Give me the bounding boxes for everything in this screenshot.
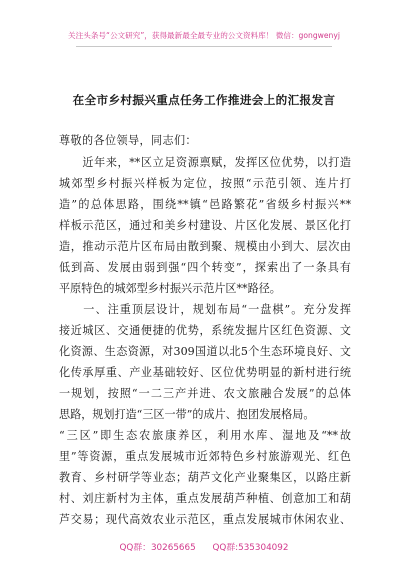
body-line: 低到高、发展由弱到强“四个转变”，探索出了一条具有 — [59, 261, 351, 274]
body-line: 一、注重顶层设计，规划布局“一盘棋”。充分发挥 — [59, 303, 351, 316]
body-line: 村、刘庄新村为主体，重点发展葫芦种植、创意加工和葫 — [59, 492, 351, 505]
body-line: 样板示范区，通过和美乡村建设、片区化发展、景区化打 — [59, 219, 351, 232]
document-title: 在全市乡村振兴重点任务工作推进会上的汇报发言 — [72, 93, 336, 107]
header-promo-text: 关注头条号“公文研究”，获得最新最全最专业的公文资料库！ 微信：gongwenyj — [68, 31, 340, 40]
body-line: 思路，规划打造“三区一带”的成片、抱团发展格局。 — [59, 408, 315, 421]
header-divider — [76, 46, 332, 47]
body-line: 造”的总体思路，围绕**镇“邑路繁花”省级乡村振兴** — [59, 198, 351, 211]
body-line: 平原特色的城郊型乡村振兴示范片区**路径。 — [59, 282, 281, 295]
body-line: 造，推动示范片区布局由散到聚、规模由小到大、层次由 — [59, 240, 351, 253]
footer-qq-groups: QQ群：30265665 QQ群:535304092 — [119, 543, 289, 553]
body-line: “三区”即生态农旅康养区，利用水库、湿地及“**故 — [59, 429, 351, 442]
body-line: 教育、乡村研学等业态；葫芦文化产业聚集区，以路庄新 — [59, 471, 351, 484]
body-line: 里”等资源，重点发展城市近郊特色乡村旅游观光、红色 — [59, 450, 351, 463]
body-line: 化资源、生态资源，对309国道以北5个生态环境良好、文 — [59, 345, 351, 358]
body-line: 一规划，按照“一二三产并进、农文旅融合发展”的总体 — [59, 387, 351, 400]
body-line: 接近城区、交通便捷的优势，系统发掘片区红色资源、文 — [59, 324, 351, 337]
body-line: 近年来，**区立足资源禀赋，发挥区位优势，以打造 — [59, 156, 351, 169]
body-line: 城郊型乡村振兴样板为定位，按照“示范引领、连片打 — [59, 177, 351, 190]
body-line: 芦交易；现代高效农业示范区，重点发展城市休闲农业、 — [59, 513, 351, 526]
salutation: 尊敬的各位领导，同志们： — [59, 134, 197, 147]
body-line: 化传承厚重、产业基础较好、区位优势明显的新村进行统 — [59, 366, 351, 379]
